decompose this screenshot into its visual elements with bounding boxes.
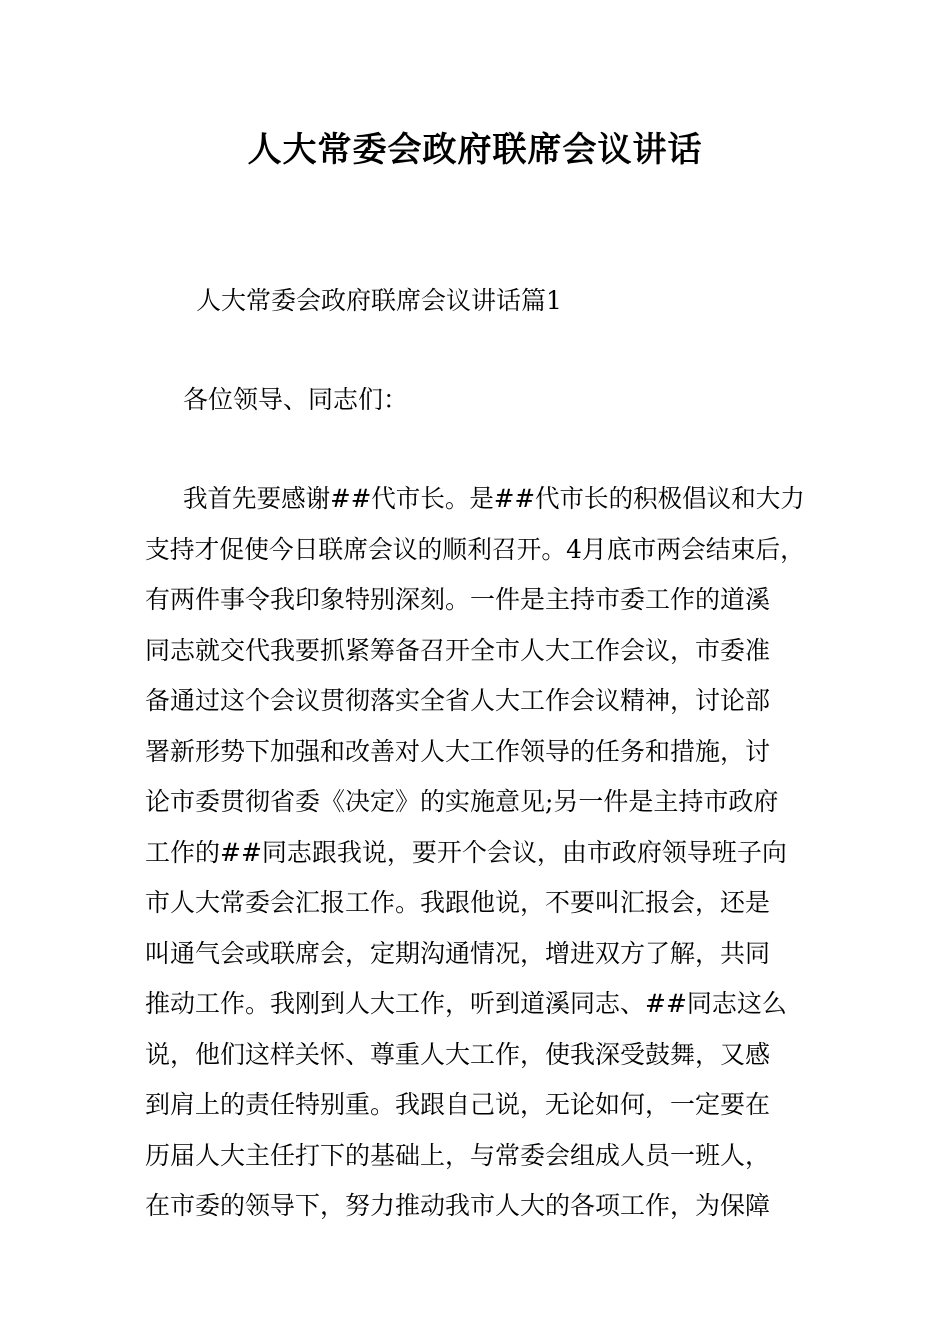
body-line: 到肩上的责任特别重。我跟自己说，无论如何，一定要在 bbox=[145, 1090, 771, 1119]
body-line: 有两件事令我印象特别深刻。一件是主持市委工作的道溪 bbox=[145, 585, 771, 614]
salutation: 各位领导、同志们： bbox=[183, 385, 409, 414]
body-line: 论市委贯彻省委《决定》的实施意见;另一件是主持市政府 bbox=[145, 787, 779, 816]
body-line: 说，他们这样关怀、尊重人大工作，使我深受鼓舞，又感 bbox=[145, 1040, 771, 1069]
body-line: 市人大常委会汇报工作。我跟他说，不要叫汇报会，还是 bbox=[145, 888, 771, 917]
document-title: 人大常委会政府联席会议讲话 bbox=[247, 130, 703, 170]
body-line: 同志就交代我要抓紧筹备召开全市人大工作会议，市委准 bbox=[145, 636, 771, 665]
body-line: 我首先要感谢##代市长。是##代市长的积极倡议和大力 bbox=[183, 484, 805, 513]
body-line: 工作的##同志跟我说，要开个会议，由市政府领导班子向 bbox=[145, 838, 787, 867]
body-line: 支持才促使今日联席会议的顺利召开。4月底市两会结束后， bbox=[145, 535, 805, 564]
body-line: 备通过这个会议贯彻落实全省人大工作会议精神，讨论部 bbox=[145, 686, 771, 715]
body-line: 历届人大主任打下的基础上，与常委会组成人员一班人， bbox=[145, 1141, 771, 1170]
body-line: 在市委的领导下，努力推动我市人大的各项工作，为保障 bbox=[145, 1191, 771, 1220]
body-line: 叫通气会或联席会，定期沟通情况，增进双方了解，共同 bbox=[145, 939, 771, 968]
document-subtitle: 人大常委会政府联席会议讲话篇1 bbox=[196, 286, 562, 315]
body-line: 推动工作。我刚到人大工作，听到道溪同志、##同志这么 bbox=[145, 989, 787, 1018]
body-line: 署新形势下加强和改善对人大工作领导的任务和措施，讨 bbox=[145, 737, 771, 766]
